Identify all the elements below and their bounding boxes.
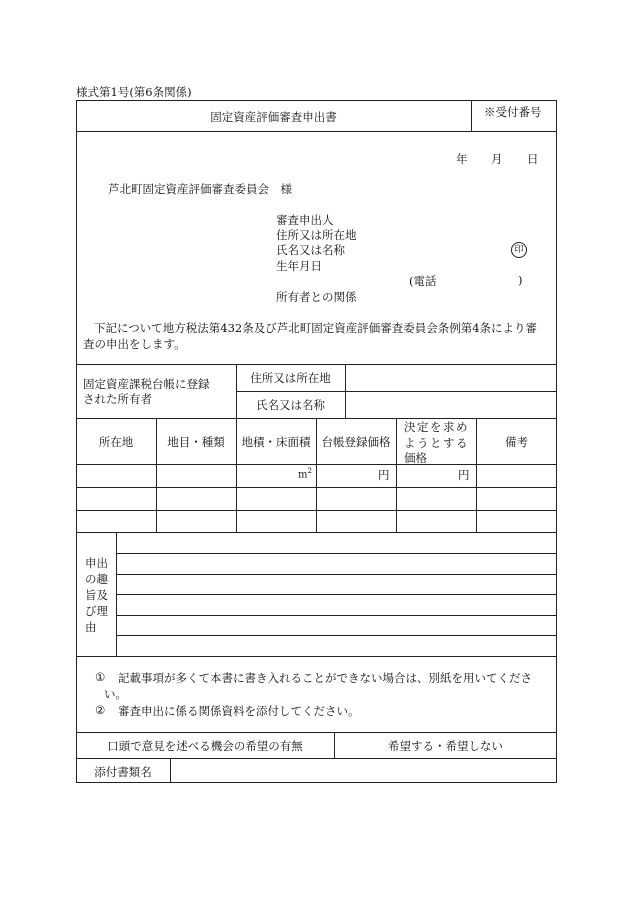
phone-label: (電話 [409,274,437,288]
hearing-top-line [76,732,557,733]
addressee: 芦北町固定資産評価審査委員会 様 [108,182,292,196]
applicant-heading: 審査申出人 [276,213,334,227]
receipt-number-label: ※受付番号 [484,105,542,119]
reason-line-1 [116,553,557,554]
attachments-top-line [76,758,557,759]
property-row-line-2 [76,510,557,511]
applicant-name-label: 氏名又は名称 [276,243,345,257]
note-1-line-2: い。 [104,687,127,701]
attachments-label: 添付書類名 [94,765,152,779]
requested-price-unit: 円 [458,468,470,482]
date-day-label: 日 [527,152,539,166]
title-bottom-line [76,131,557,132]
property-header-bottom-line [76,464,557,465]
registered-owner-label-1: 固定資産課税台帳に登録 [83,377,210,391]
reason-label-1: 申出 [85,556,108,570]
note-1-line-1: 記載事項が多くて本書に書き入れることができない場合は、別紙を用いてくださ [118,671,532,685]
note-2-text: 審査申出に係る関係資料を添付してください。 [118,704,360,718]
requested-price-header-3: 価格 [404,451,427,465]
registered-owner-label-2: された所有者 [83,392,152,406]
statement-line-2: 査の申出をします。 [83,337,186,351]
area-unit: $m^2$ [298,467,312,481]
reason-line-2 [116,574,557,575]
reason-section-top-line [76,532,557,533]
property-row-line-1 [76,487,557,488]
notes-top-line [76,656,557,657]
property-col-divider-4 [396,418,397,532]
remarks-header: 備考 [505,435,528,449]
owner-row-divider [236,391,557,392]
reason-label-5: 由 [85,620,97,634]
owner-relation-label: 所有者との関係 [276,290,357,304]
form-title: 固定資産評価審査申出書 [210,110,337,124]
requested-price-header-1: 決定を求め [404,420,469,434]
registered-price-header: 台帳登録価格 [321,435,391,449]
applicant-address-label: 住所又は所在地 [276,228,357,242]
reason-label-2: の趣 [85,572,108,586]
hearing-option: 希望する・希望しない [388,739,503,753]
date-year-label: 年 [456,152,468,166]
requested-price-header-2: ようとする [404,436,469,450]
reason-line-4 [116,615,557,616]
title-divider [471,100,472,131]
area-header: 地積・床面積 [241,435,311,449]
note-1-mark: ① [95,670,106,684]
reason-label-3: 旨及 [85,588,108,602]
registered-price-unit: 円 [378,468,390,482]
note-2-mark: ② [95,703,106,717]
date-month-label: 月 [491,152,503,166]
phone-close: ) [518,273,523,287]
owner-section-top-line [76,364,557,365]
attachments-divider [170,758,171,783]
hearing-label: 口頭で意見を述べる機会の希望の有無 [107,739,303,753]
statement-line-1: 下記について地方税法第432条及び芦北町固定資産評価審査委員会条例第4条により審 [94,321,538,335]
seal-mark: 印 [511,242,527,258]
land-type-header: 地目・種類 [167,435,225,449]
reason-label-4: び理 [85,604,108,618]
owner-name-label: 氏名又は名称 [256,398,325,412]
location-header: 所在地 [98,435,134,449]
reason-line-3 [116,594,557,595]
reason-line-5 [116,635,557,636]
applicant-birthdate-label: 生年月日 [276,259,322,273]
form-number: 様式第1号(第6条関係) [76,85,192,99]
owner-address-label: 住所又は所在地 [250,371,331,385]
